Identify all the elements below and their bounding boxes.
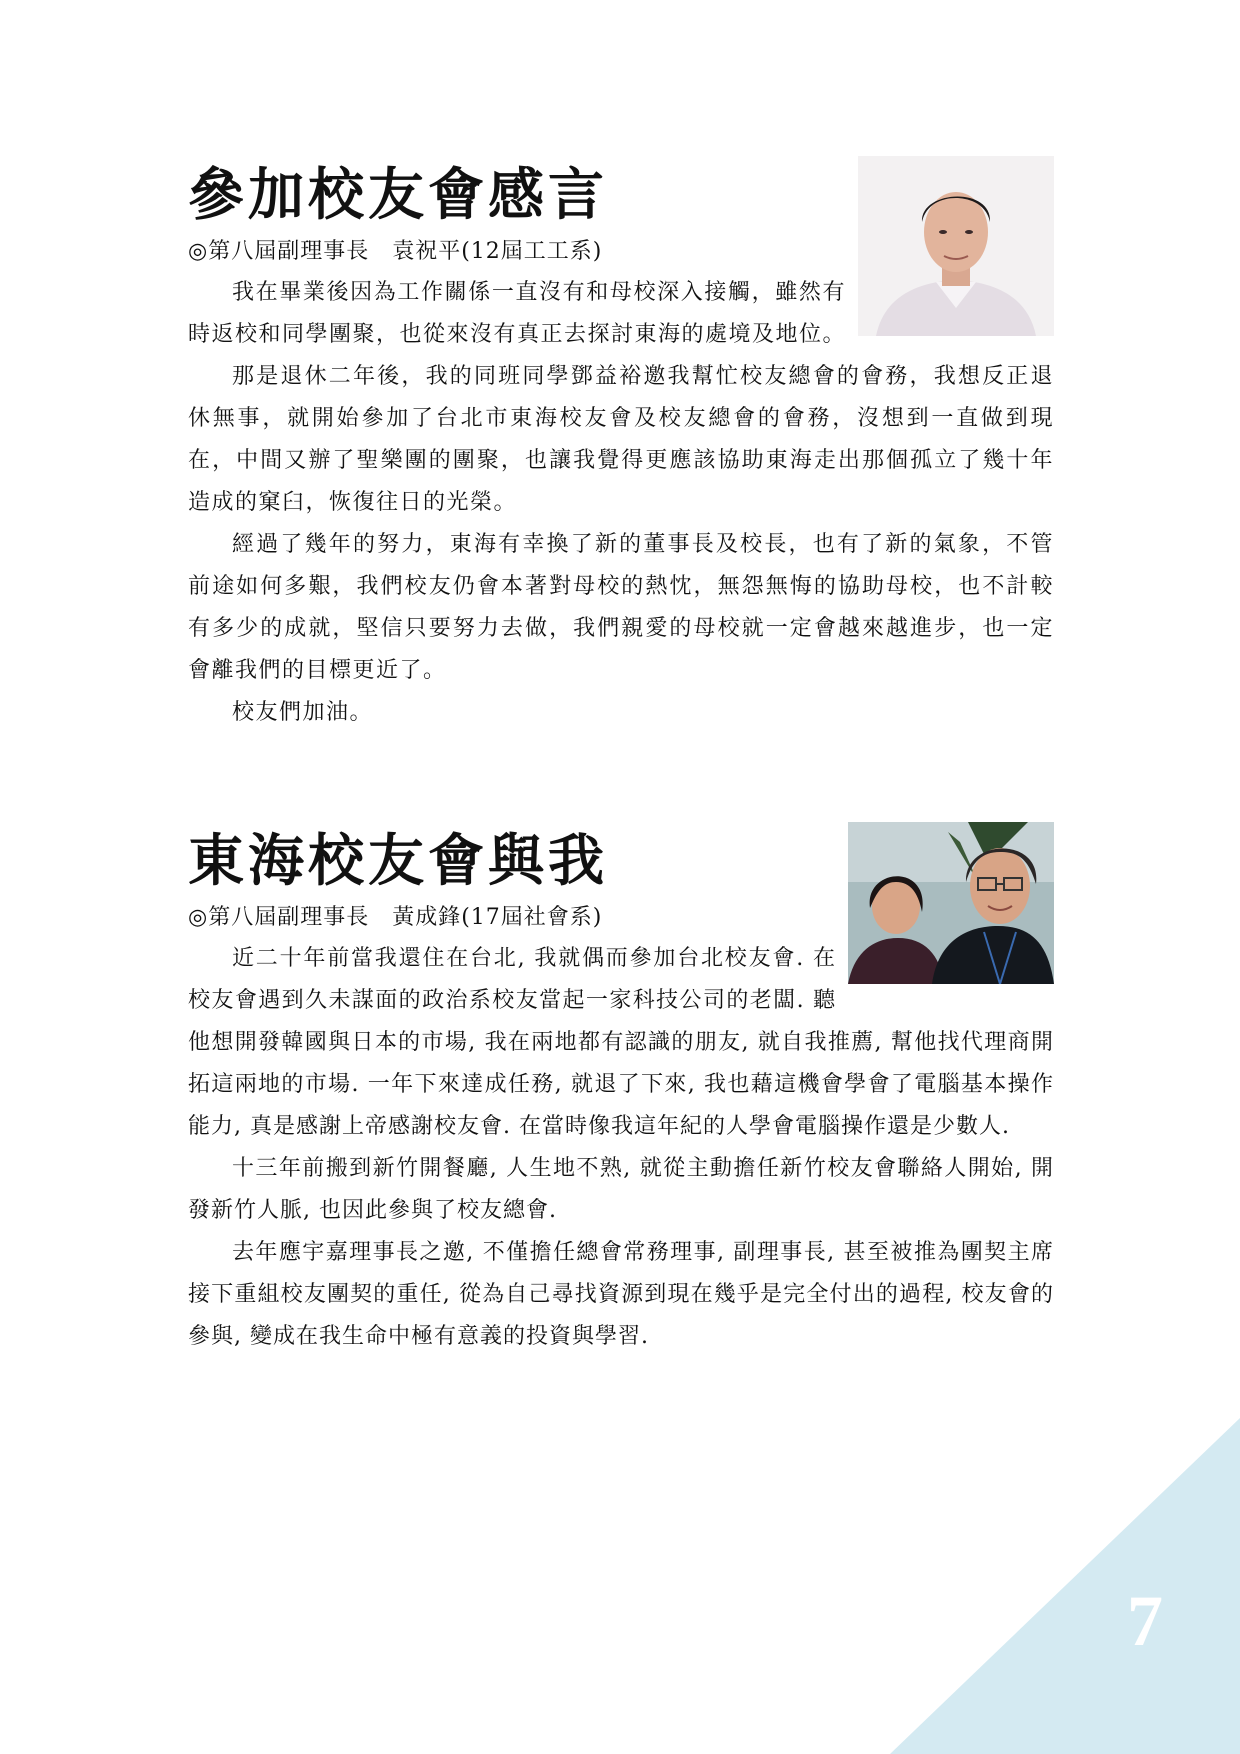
page-number: 7 — [1127, 1581, 1163, 1661]
article-paragraph: 近二十年前當我還住在台北, 我就偶而參加台北校友會. 在校友會遇到久未謀面的政治系校友當起一家科技公司的老闆. 聽他想開發韓國與日本的市場, 我在兩地都有認識的朋友, 就自我推薦, 幫他找代理商開拓這兩地的市場. 一年下來達成任務, 就退了下來, 我也藉這機會學會了電腦基本操作能力, 真是感謝上帝感謝校友會. 在當時像我這年紀的人學會電腦操作還是少數人. — [188, 946, 1054, 1139]
article-paragraph: 十三年前搬到新竹開餐廳, 人生地不熟, 就從主動擔任新竹校友會聯絡人開始, 開發新竹人脈, 也因此參與了校友總會. — [188, 1156, 1054, 1223]
article-2 — [188, 824, 1054, 1358]
article-paragraph: 校友們加油。 — [232, 700, 374, 725]
article-title: 參加校友會感言 — [188, 162, 608, 228]
page-corner-decoration — [890, 1418, 1240, 1754]
article-author: ◎第八屆副理事長 袁祝平(12屆工工系) — [188, 239, 603, 264]
article-author: ◎第八屆副理事長 黃成鋒(17屆社會系) — [188, 905, 603, 930]
couple-portrait-icon — [848, 822, 1054, 984]
article-title: 東海校友會與我 — [188, 828, 608, 894]
portrait-man-icon — [858, 156, 1054, 336]
article-paragraph: 我在畢業後因為工作關係一直沒有和母校深入接觸，雖然有時返校和同學團聚，也從來沒有真正去探討東海的處境及地位。 — [188, 280, 847, 347]
article-paragraph: 經過了幾年的努力，東海有幸換了新的董事長及校長，也有了新的氣象，不管前途如何多艱，我們校友仍會本著對母校的熱忱，無怨無悔的協助母校，也不計較有多少的成就，堅信只要努力去做，我們親愛的母校就一定會越來越進步，也一定會離我們的目標更近了。 — [188, 532, 1054, 683]
article-paragraph: 去年應宇嘉理事長之邀, 不僅擔任總會常務理事, 副理事長, 甚至被推為團契主席接下重組校友團契的重任, 從為自己尋找資源到現在幾乎是完全付出的過程, 校友會的參與, 變成在我生命中極有意義的投資與學習. — [188, 1240, 1054, 1349]
article-paragraph: 那是退休二年後，我的同班同學鄧益裕邀我幫忙校友總會的會務，我想反正退休無事，就開始參加了台北市東海校友會及校友總會的會務，沒想到一直做到現在，中間又辦了聖樂團的團聚，也讓我覺得更應該協助東海走出那個孤立了幾十年造成的窠臼，恢復往日的光榮。 — [188, 364, 1054, 515]
article-1 — [188, 158, 1054, 734]
